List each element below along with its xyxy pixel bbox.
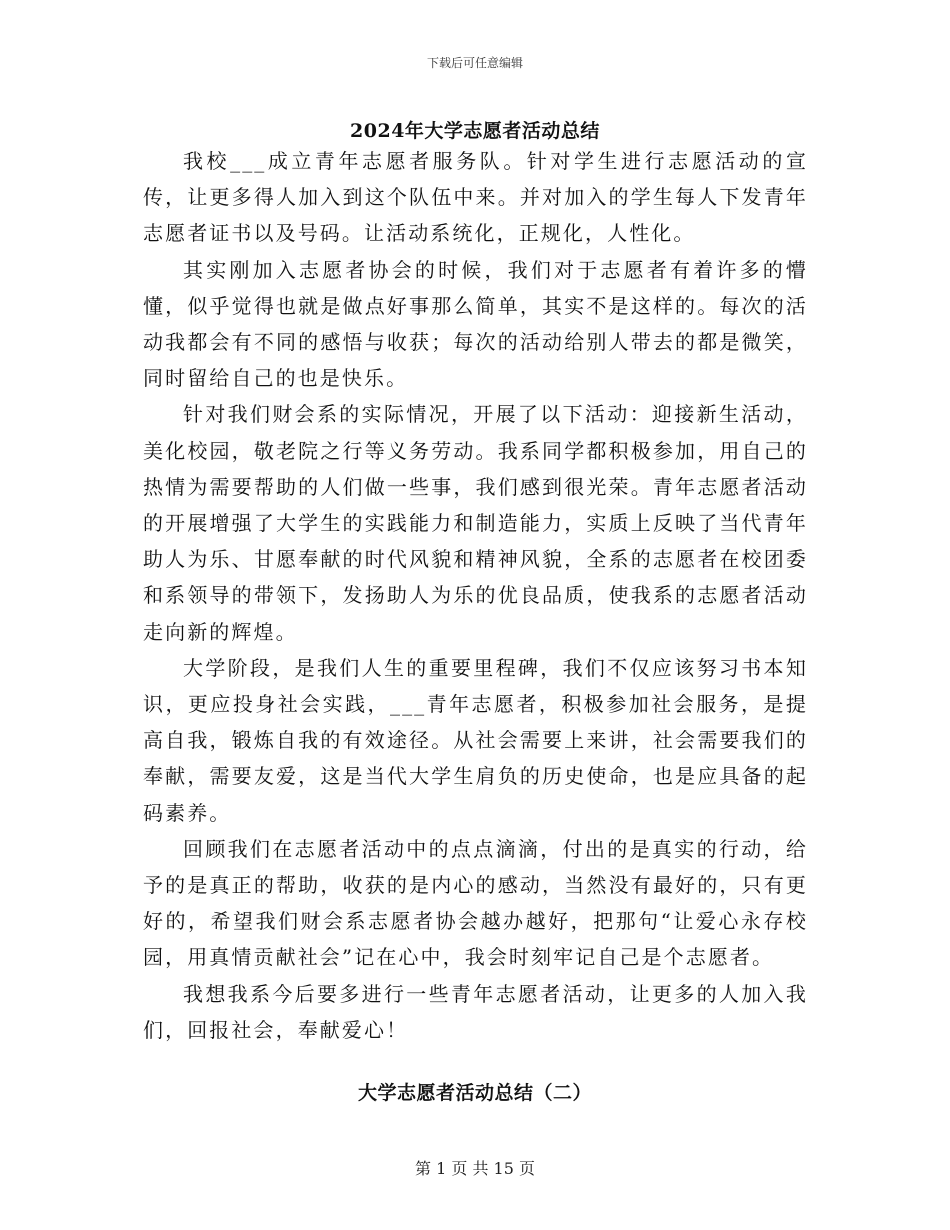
paragraph-5: 回顾我们在志愿者活动中的点点滴滴，付出的是真实的行动，给予的是真正的帮助，收获的是内心的感动，当然没有最好的，只有更好的，希望我们财会系志愿者协会越办越好，把那句“让爱心永存校园，用真情贡献社会”记在心中，我会时刻牢记自己是个志愿者。 (143, 836, 808, 970)
paragraph-6: 我想我系今后要多进行一些青年志愿者活动，让更多的人加入我们，回报社会，奉献爱心！ (143, 981, 808, 1042)
paragraph-3: 针对我们财会系的实际情况，开展了以下活动：迎接新生活动，美化校园，敬老院之行等义务劳动。我系同学都积极参加，用自己的热情为需要帮助的人们做一些事，我们感到很光荣。青年志愿者活动的开展增强了大学生的实践能力和制造能力，实质上反映了当代青年助人为乐、甘愿奉献的时代风貌和精神风貌，全系的志愿者在校团委和系领导的带领下，发扬助人为乐的优良品质，使我系的志愿者活动走向新的辉煌。 (143, 402, 808, 644)
section-title-next: 大学志愿者活动总结（二） (357, 1082, 592, 1104)
document-body (143, 143, 808, 1048)
paragraph-2: 其实刚加入志愿者协会的时候，我们对于志愿者有着许多的懵懂，似乎觉得也就是做点好事那么简单，其实不是这样的。每次的活动我都会有不同的感悟与收获；每次的活动给别人带去的都是微笑，同时留给自己的也是快乐。 (143, 257, 808, 391)
document-title: 2024年大学志愿者活动总结 (350, 120, 600, 142)
paragraph-4: 大学阶段，是我们人生的重要里程碑，我们不仅应该努习书本知识，更应投身社会实践，___青年志愿者，积极参加社会服务，是提高自我，锻炼自我的有效途径。从社会需要上来讲，社会需要我们的奉献，需要友爱，这是当代大学生肩负的历史使命，也是应具备的起码素养。 (143, 655, 808, 825)
page-footer: 第 1 页 共 15 页 (415, 1159, 535, 1178)
page-header-note: 下载后可任意编辑 (426, 56, 523, 70)
paragraph-1: 我校___成立青年志愿者服务队。针对学生进行志愿活动的宣传，让更多得人加入到这个队伍中来。并对加入的学生每人下发青年志愿者证书以及号码。让活动系统化，正规化，人性化。 (143, 149, 808, 246)
